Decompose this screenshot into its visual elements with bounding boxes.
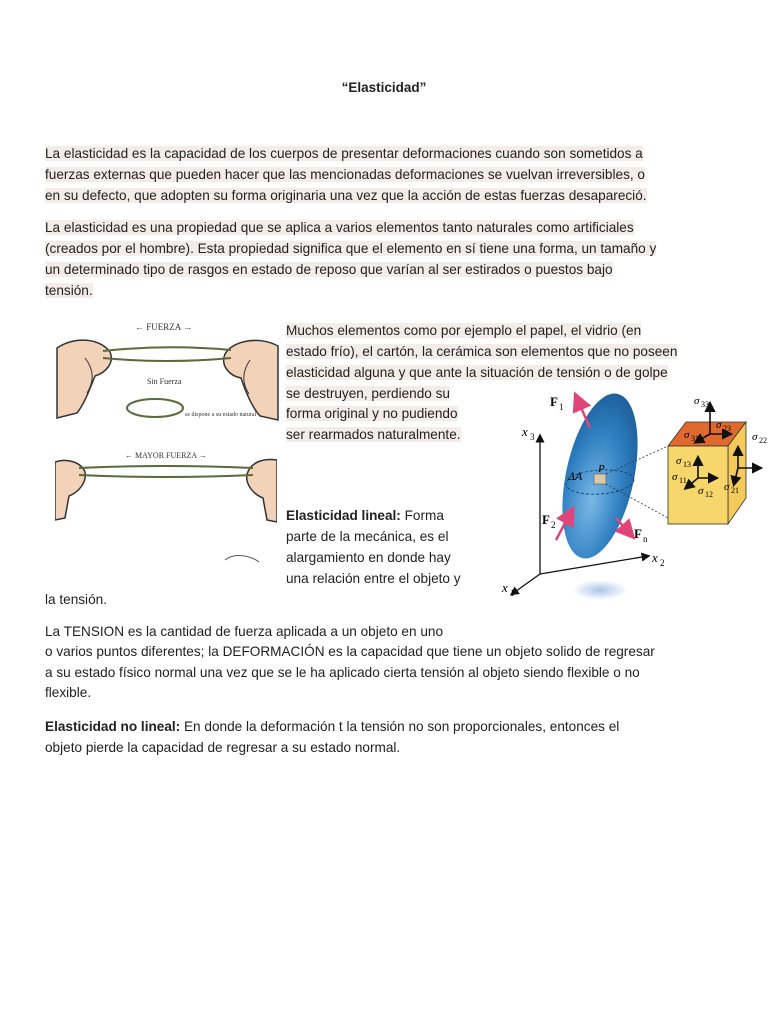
- text-line: un determinado tipo de rasgos en estado de reposo que varían al ser estirados o puestos bajo: [45, 262, 613, 277]
- x1-axis: [512, 574, 540, 594]
- no-force-label: Sin Fuerza: [147, 377, 182, 386]
- text-span: En donde la deformación t la tensión no son proporcionales, entonces el: [180, 719, 620, 734]
- text-line: La TENSION es la cantidad de fuerza aplicada a un objeto en uno: [45, 624, 444, 639]
- x2-axis: [540, 556, 648, 574]
- sigma33-subscript: 33: [701, 400, 709, 409]
- area-element: [594, 474, 606, 484]
- natural-state-label: se dispone a su estado natural: [185, 412, 257, 418]
- sigma22-label: σ: [752, 431, 758, 443]
- delta-a-label: ΔA: [568, 469, 583, 483]
- text-span: Forma: [400, 508, 444, 523]
- sigma11-subscript: 11: [679, 476, 687, 485]
- f1-label: F: [550, 394, 558, 409]
- f2-label: F: [542, 512, 550, 527]
- text-line: en su defecto, que adopten su forma originaria una vez que la acción de estas fuerzas desapareció.: [45, 188, 647, 203]
- sigma22-subscript: 22: [759, 436, 767, 445]
- text-line: La elasticidad es la capacidad de los cuerpos de presentar deformaciones cuando son sometidos a: [45, 146, 643, 161]
- f2-subscript: 2: [551, 520, 556, 530]
- sigma13-subscript: 13: [683, 460, 691, 469]
- sigma33-label: σ: [694, 395, 700, 407]
- rubber-band-stretch-illustration: [55, 318, 280, 428]
- text-line: tensión.: [45, 283, 93, 298]
- point-p-label: P: [598, 463, 605, 475]
- linear-elasticity-heading: Elasticidad lineal:: [286, 508, 401, 523]
- f1-subscript: 1: [559, 402, 564, 412]
- text-line: Muchos elementos como por ejemplo el papel, el vidrio (en: [286, 323, 642, 338]
- text-line: estado frío), el cartón, la cerámica son elementos que no poseen: [286, 344, 678, 359]
- text-line: a su estado físico normal una vez que se le ha aplicado cierta tensión al objeto siendo flexible o no: [45, 665, 640, 680]
- x2-subscript: 2: [660, 558, 665, 568]
- text-line: la tensión.: [45, 592, 107, 607]
- x1-label: x: [502, 580, 508, 595]
- text-line: La elasticidad es una propiedad que se aplica a varios elementos tanto naturales como artificiales: [45, 220, 634, 235]
- x3-subscript: 3: [530, 432, 535, 442]
- sigma21-label: σ: [724, 481, 730, 493]
- text-line: se destruyen, perdiendo su: [286, 386, 450, 401]
- sigma23-label: σ: [716, 419, 722, 431]
- force-fn-arrow: [616, 518, 632, 536]
- text-line: una relación entre el objeto y: [286, 571, 461, 586]
- sigma21-subscript: 21: [731, 486, 739, 495]
- text-line: alargamiento en donde hay: [286, 550, 451, 565]
- text-line: parte de la mecánica, es el: [286, 529, 449, 544]
- fn-label: F: [634, 526, 642, 541]
- text-line: flexible.: [45, 685, 92, 700]
- force-label: ← FUERZA →: [135, 322, 193, 332]
- x2-label: x: [652, 550, 658, 565]
- document-title: “Elasticidad”: [341, 80, 427, 95]
- sigma11-label: σ: [672, 471, 678, 483]
- text-line: [45, 719, 619, 734]
- text-line: forma original y no pudiendo: [286, 406, 458, 421]
- sigma12-label: σ: [698, 485, 704, 497]
- x1-subscript: 1: [510, 588, 515, 598]
- text-line: o varios puntos diferentes; la DEFORMACIÓN es la capacidad que tiene un objeto solido de regresar: [45, 644, 655, 659]
- text-line: (creados por el hombre). Esta propiedad significa que el elemento en sí tiene una forma, un tamaño y: [45, 241, 657, 256]
- greater-force-illustration: [55, 448, 277, 573]
- text-line: objeto pierde la capacidad de regresar a su estado normal.: [45, 740, 401, 755]
- x3-label: x: [522, 424, 528, 439]
- greater-force-label: ← MAYOR FUERZA →: [125, 451, 207, 460]
- text-line: [286, 508, 444, 523]
- text-line: fuerzas externas que pueden hacer que las mencionadas deformaciones se vuelvan irreversibles, o: [45, 167, 645, 182]
- sigma12-subscript: 12: [705, 490, 713, 499]
- stress-tensor-diagram: [498, 378, 768, 610]
- ellipsoid-shadow: [572, 580, 628, 600]
- sigma13-label: σ: [676, 455, 682, 467]
- nonlinear-elasticity-heading: Elasticidad no lineal:: [45, 719, 181, 734]
- text-line: elasticidad alguna y que ante la situación de tensión o de golpe: [286, 365, 668, 380]
- sigma23-subscript: 23: [723, 424, 731, 433]
- sigma31-subscript: 31: [691, 434, 699, 443]
- text-line: ser rearmados naturalmente.: [286, 427, 461, 442]
- sigma31-label: σ: [684, 429, 690, 441]
- fn-subscript: n: [643, 534, 648, 544]
